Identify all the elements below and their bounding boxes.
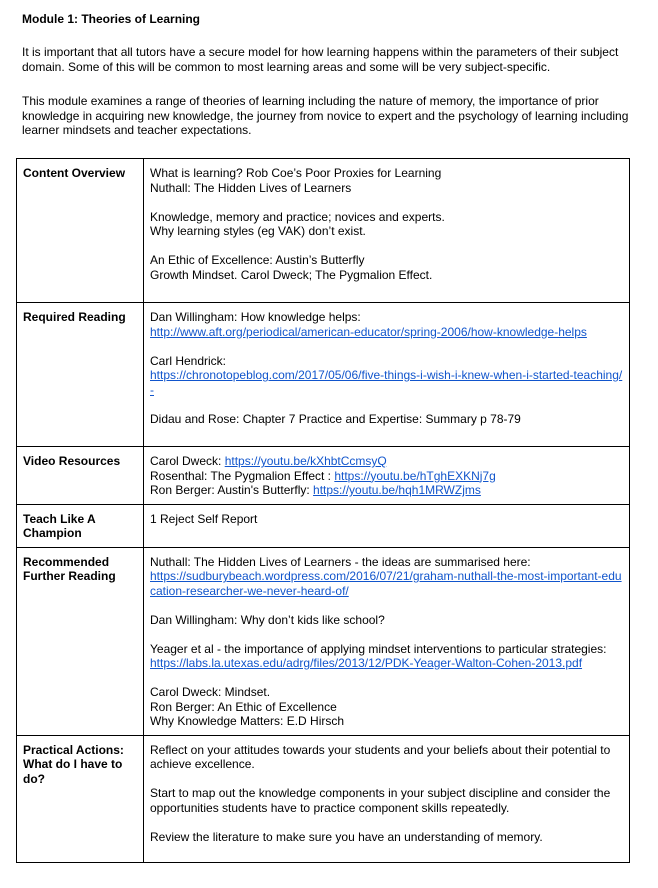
reading-item-text: Dan Willingham: How knowledge helps: [150, 310, 361, 324]
module-title: Module 1: Theories of Learning [22, 12, 201, 26]
row-content [144, 159, 630, 303]
row-content [144, 547, 630, 735]
row-content [144, 735, 630, 862]
video-item: Carol Dweck: https://youtu.be/kXhbtCcmsyQ [150, 454, 387, 468]
table-row-content-overview [17, 159, 630, 303]
table-row-further-reading [17, 547, 630, 735]
overview-line: Why learning styles (eg VAK) don’t exist. [150, 224, 366, 238]
video-item: Rosenthal: The Pygmalion Effect : https://youtu.be/hTghEXKNj7g [150, 468, 496, 483]
row-content [144, 447, 630, 505]
table-row-video-resources [17, 447, 630, 505]
row-label: Teach Like A Champion [17, 504, 144, 547]
action-paragraph: Review the literature to make sure you have an understanding of memory. [150, 829, 543, 844]
row-label: Content Overview [17, 159, 144, 303]
module-table [16, 158, 630, 863]
overview-line: What is learning? Rob Coe’s Poor Proxies for Learning [150, 166, 442, 180]
row-content [144, 303, 630, 447]
reading-item-text: Carl Hendrick: [150, 353, 227, 368]
video-link-rosenthal[interactable]: https://youtu.be/hTghEXKNj7g [334, 468, 496, 483]
intro-paragraph-1: It is important that all tutors have a secure model for how learning happens within the parameters of their subject domain. Some of this will be common to most learning areas and some will be very subject-specific. [22, 45, 619, 74]
teach-text: 1 Reject Self Report [150, 511, 258, 526]
further-link-nuthall[interactable]: https://sudburybeach.wordpress.com/2016/07/21/graham-nuthall-the-most-important-education-researcher-we-never-heard-of/ [150, 569, 622, 598]
reading-link-willingham[interactable]: http://www.aft.org/periodical/american-educator/spring-2006/how-knowledge-helps [150, 324, 587, 339]
overview-line: An Ethic of Excellence: Austin’s Butterfly [150, 253, 365, 267]
row-label: Required Reading [17, 303, 144, 447]
row-label: Practical Actions: What do I have to do? [17, 735, 144, 862]
row-label: Recommended Further Reading [17, 547, 144, 735]
row-label: Video Resources [17, 447, 144, 505]
reading-link-hendrick[interactable]: https://chronotopeblog.com/2017/05/06/five-things-i-wish-i-knew-when-i-started-teaching/- [150, 368, 623, 397]
table-row-practical-actions [17, 735, 630, 862]
further-line: Ron Berger: An Ethic of Excellence [150, 699, 337, 714]
video-item: Ron Berger: Austin's Butterfly: https://youtu.be/hqh1MRWZjms [150, 483, 481, 497]
action-paragraph: Start to map out the knowledge components in your subject discipline and consider the opportunities students have to practice component skills repeatedly. [150, 786, 611, 815]
further-line: Why Knowledge Matters: E.D Hirsch [150, 714, 345, 728]
reading-item-text: Didau and Rose: Chapter 7 Practice and Expertise: Summary p 78-79 [150, 411, 521, 426]
overview-line: Knowledge, memory and practice; novices and experts. [150, 209, 445, 224]
further-item-text: Nuthall: The Hidden Lives of Learners - the ideas are summarised here: [150, 554, 531, 569]
further-link-yeager[interactable]: https://labs.la.utexas.edu/adrg/files/2013/12/PDK-Yeager-Walton-Cohen-2013.pdf [150, 656, 583, 670]
overview-line: Growth Mindset. Carol Dweck; The Pygmalion Effect. [150, 267, 433, 282]
further-item-text: Yeager et al - the importance of applying mindset interventions to particular strategies: [150, 641, 607, 656]
intro-paragraph-2: This module examines a range of theories of learning including the nature of memory, the importance of prior knowledge in acquiring new knowledge, the journey from novice to expert and the psychology of learning including learner mindsets and teacher expectations. [22, 94, 629, 137]
action-paragraph: Reflect on your attitudes towards your students and your beliefs about their potential to achieve excellence. [150, 742, 611, 771]
further-item-text: Dan Willingham: Why don’t kids like school? [150, 612, 385, 627]
table-row-required-reading [17, 303, 630, 447]
video-link-dweck[interactable]: https://youtu.be/kXhbtCcmsyQ [224, 454, 387, 468]
further-line: Carol Dweck: Mindset. [150, 685, 271, 699]
video-link-berger[interactable]: https://youtu.be/hqh1MRWZjms [313, 483, 481, 497]
row-content [144, 504, 630, 547]
overview-line: Nuthall: The Hidden Lives of Learners [150, 180, 352, 195]
table-row-teach-like-a-champion [17, 504, 630, 547]
